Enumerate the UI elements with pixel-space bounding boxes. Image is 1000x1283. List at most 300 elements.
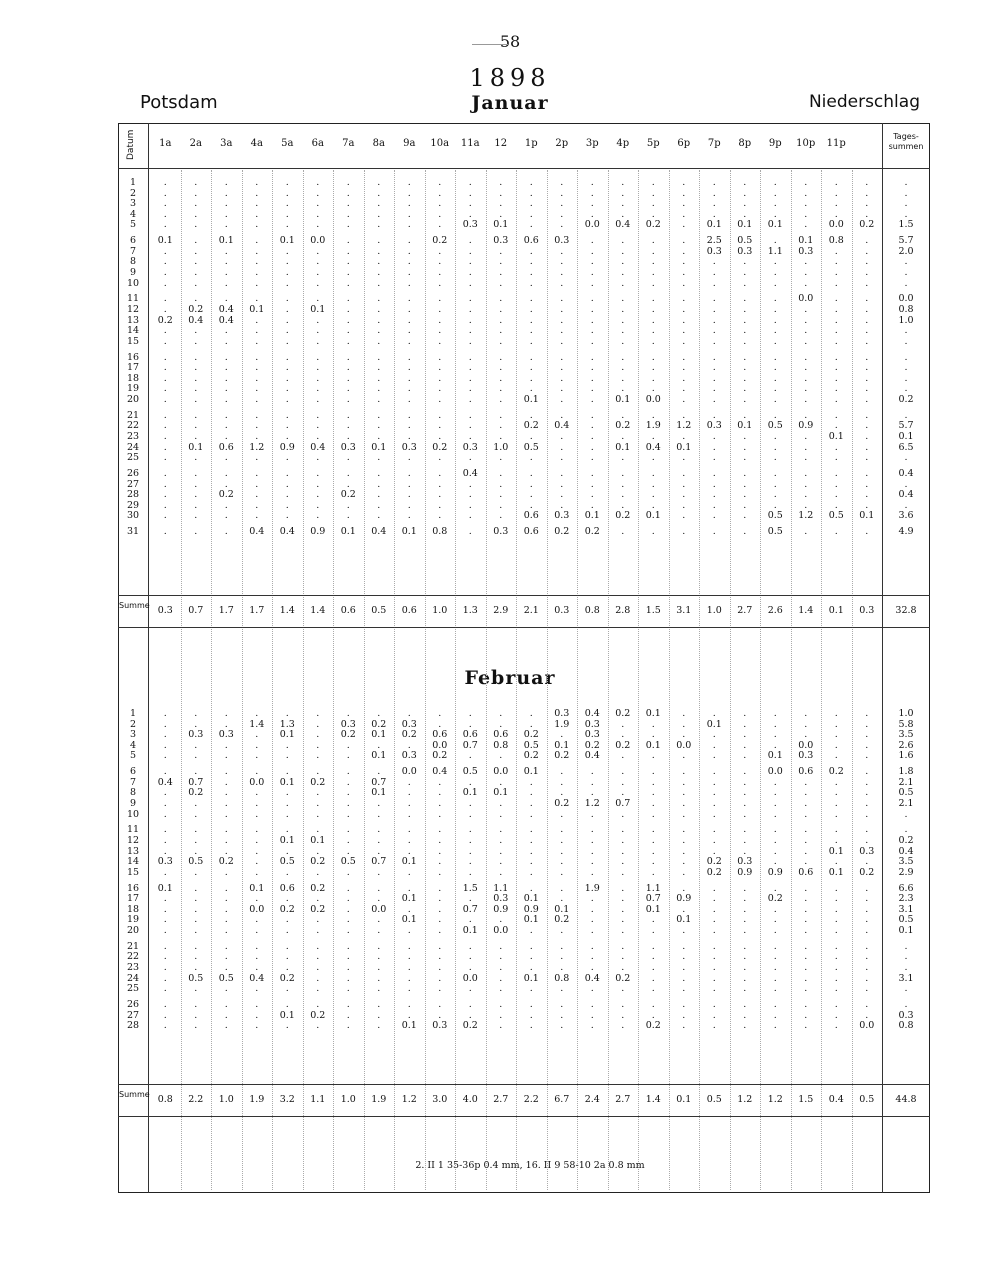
empty-cell-dot: .: [224, 925, 228, 936]
value-cell: 0.2: [188, 304, 204, 315]
empty-cell-dot: .: [285, 277, 289, 289]
empty-cell-dot: .: [804, 314, 808, 326]
value-cell: 0.4: [157, 776, 173, 788]
empty-cell-dot: .: [712, 766, 716, 778]
empty-cell-dot: .: [163, 351, 167, 363]
empty-cell-dot: .: [590, 999, 594, 1010]
empty-cell-dot: .: [773, 372, 777, 384]
empty-cell-dot: .: [621, 835, 625, 846]
empty-cell-dot: .: [316, 708, 320, 719]
empty-cell-dot: .: [468, 198, 472, 210]
empty-cell-dot: .: [682, 198, 686, 210]
empty-cell-dot: .: [407, 925, 411, 936]
empty-cell-dot: .: [682, 824, 686, 836]
empty-cell-dot: .: [468, 420, 472, 432]
empty-cell-dot: .: [255, 951, 259, 963]
empty-cell-dot: .: [865, 526, 869, 538]
empty-cell-dot: .: [377, 951, 381, 963]
empty-cell-dot: .: [560, 256, 564, 268]
empty-cell-dot: .: [316, 277, 320, 289]
day-number: 17: [126, 362, 140, 374]
empty-cell-dot: .: [865, 362, 869, 374]
empty-cell-dot: .: [651, 824, 655, 836]
empty-cell-dot: .: [194, 452, 198, 464]
empty-cell-dot: .: [499, 856, 503, 868]
empty-cell-dot: .: [499, 383, 503, 395]
empty-cell-dot: .: [560, 394, 564, 405]
value-cell: 0.1: [310, 835, 326, 846]
empty-cell-dot: .: [529, 489, 533, 501]
empty-cell-dot: .: [712, 256, 716, 268]
empty-cell-dot: .: [743, 362, 747, 374]
empty-cell-dot: .: [712, 798, 716, 809]
day-number: 11: [126, 824, 140, 836]
value-cell: 0.3: [554, 708, 570, 719]
empty-cell-dot: .: [773, 787, 777, 799]
empty-cell-dot: .: [438, 219, 442, 231]
empty-cell-dot: .: [163, 510, 167, 522]
value-cell: 0.2: [279, 903, 295, 915]
empty-cell-dot: .: [651, 335, 655, 347]
empty-cell-dot: .: [560, 468, 564, 479]
empty-cell-dot: .: [743, 983, 747, 995]
empty-cell-dot: .: [682, 951, 686, 963]
column-sum: 6.7: [554, 1094, 570, 1105]
empty-cell-dot: .: [316, 499, 320, 511]
empty-cell-dot: .: [560, 925, 564, 936]
value-cell: 0.1: [157, 882, 173, 894]
empty-cell-dot: .: [682, 256, 686, 268]
empty-cell-dot: .: [224, 219, 228, 231]
column-sum: 1.4: [310, 605, 326, 616]
empty-cell-dot: .: [194, 882, 198, 894]
day-number: 19: [126, 914, 140, 926]
empty-cell-dot: .: [468, 489, 472, 501]
day-number: 21: [126, 409, 140, 421]
empty-cell-dot: .: [255, 510, 259, 522]
empty-cell-dot: .: [346, 845, 350, 857]
empty-cell-dot: .: [773, 708, 777, 719]
empty-cell-dot: .: [712, 882, 716, 894]
empty-cell-dot: .: [438, 409, 442, 421]
value-cell: 0.3: [554, 235, 570, 247]
day-number: 8: [129, 787, 137, 799]
empty-cell-dot: .: [316, 245, 320, 257]
empty-cell-dot: .: [621, 277, 625, 289]
empty-cell-dot: .: [834, 293, 838, 305]
empty-cell-dot: .: [529, 383, 533, 395]
empty-cell-dot: .: [712, 198, 716, 210]
empty-cell-dot: .: [316, 1020, 320, 1032]
empty-cell-dot: .: [743, 208, 747, 220]
empty-cell-dot: .: [865, 335, 869, 347]
empty-cell-dot: .: [651, 866, 655, 878]
empty-cell-dot: .: [438, 325, 442, 337]
empty-cell-dot: .: [651, 750, 655, 762]
empty-cell-dot: .: [407, 962, 411, 973]
value-cell: 0.2: [584, 739, 600, 751]
empty-cell-dot: .: [834, 441, 838, 453]
empty-cell-dot: .: [804, 903, 808, 915]
empty-cell-dot: .: [407, 499, 411, 511]
value-cell: 0.1: [401, 1020, 417, 1032]
empty-cell-dot: .: [560, 478, 564, 490]
empty-cell-dot: .: [163, 219, 167, 231]
value-cell: 0.5: [188, 972, 204, 984]
empty-cell-dot: .: [743, 431, 747, 442]
empty-cell-dot: .: [346, 177, 350, 188]
empty-cell-dot: .: [194, 499, 198, 511]
empty-cell-dot: .: [651, 983, 655, 995]
empty-cell-dot: .: [346, 362, 350, 374]
empty-cell-dot: .: [682, 972, 686, 984]
value-cell: 0.5: [218, 972, 234, 984]
empty-cell-dot: .: [651, 245, 655, 257]
day-number: 16: [126, 351, 140, 363]
empty-cell-dot: .: [682, 177, 686, 188]
column-sum: 2.2: [188, 1094, 204, 1105]
value-cell: 0.1: [523, 972, 539, 984]
empty-cell-dot: .: [743, 845, 747, 857]
empty-cell-dot: .: [834, 499, 838, 511]
empty-cell-dot: .: [834, 277, 838, 289]
value-cell: 0.4: [218, 314, 234, 326]
empty-cell-dot: .: [255, 235, 259, 247]
empty-cell-dot: .: [560, 893, 564, 905]
empty-cell-dot: .: [468, 914, 472, 926]
empty-cell-dot: .: [377, 267, 381, 278]
day-total: 1.5: [898, 219, 914, 231]
empty-cell-dot: .: [255, 420, 259, 432]
empty-cell-dot: .: [377, 914, 381, 926]
empty-cell-dot: .: [621, 208, 625, 220]
empty-cell-dot: .: [377, 325, 381, 337]
empty-cell-dot: .: [194, 177, 198, 188]
empty-cell-dot: .: [163, 1020, 167, 1032]
empty-cell-dot: .: [590, 198, 594, 210]
empty-cell-dot: .: [560, 245, 564, 257]
value-cell: 0.8: [432, 526, 448, 538]
value-cell: 0.3: [584, 729, 600, 741]
empty-cell-dot: .: [438, 903, 442, 915]
value-cell: 0.3: [737, 856, 753, 868]
empty-cell-dot: .: [346, 245, 350, 257]
value-cell: 1.1: [493, 882, 509, 894]
empty-cell-dot: .: [499, 489, 503, 501]
empty-cell-dot: .: [438, 394, 442, 405]
empty-cell-dot: .: [285, 940, 289, 952]
day-total: 5.7: [898, 235, 914, 247]
year-heading: 1898: [469, 64, 551, 92]
empty-cell-dot: .: [651, 972, 655, 984]
empty-cell-dot: .: [834, 824, 838, 836]
empty-cell-dot: .: [316, 951, 320, 963]
empty-cell-dot: .: [560, 187, 564, 199]
empty-cell-dot: .: [529, 999, 533, 1010]
value-cell: 0.6: [523, 235, 539, 247]
empty-cell-dot: .: [834, 729, 838, 741]
empty-cell-dot: .: [163, 325, 167, 337]
column-sum: 1.0: [706, 605, 722, 616]
empty-cell-dot: .: [682, 776, 686, 788]
column-sum: 4.0: [462, 1094, 478, 1105]
empty-cell-dot: .: [865, 766, 869, 778]
empty-cell-dot: .: [773, 882, 777, 894]
empty-cell-dot: .: [377, 739, 381, 751]
empty-cell-dot: .: [682, 835, 686, 846]
empty-cell-dot: .: [316, 372, 320, 384]
day-number: 24: [126, 441, 140, 453]
empty-cell-dot: .: [773, 325, 777, 337]
empty-cell-dot: .: [529, 962, 533, 973]
value-cell: 0.1: [645, 739, 661, 751]
empty-cell-dot: .: [255, 383, 259, 395]
empty-cell-dot: .: [834, 187, 838, 199]
empty-cell-dot: .: [316, 824, 320, 836]
empty-cell-dot: .: [834, 256, 838, 268]
value-cell: 0.3: [340, 441, 356, 453]
empty-cell-dot: .: [377, 510, 381, 522]
empty-cell-dot: .: [285, 983, 289, 995]
empty-cell-dot: .: [194, 293, 198, 305]
empty-cell-dot: .: [346, 235, 350, 247]
empty-cell-dot: .: [743, 489, 747, 501]
empty-cell-dot: .: [529, 452, 533, 464]
empty-cell-dot: .: [621, 314, 625, 326]
empty-cell-dot: .: [804, 452, 808, 464]
empty-cell-dot: .: [194, 335, 198, 347]
empty-cell-dot: .: [255, 983, 259, 995]
day-total: 0.4: [898, 845, 914, 857]
empty-cell-dot: .: [834, 787, 838, 799]
empty-cell-dot: .: [621, 468, 625, 479]
empty-cell-dot: .: [407, 951, 411, 963]
value-cell: 0.5: [828, 510, 844, 522]
empty-cell-dot: .: [743, 372, 747, 384]
column-sum: 3.2: [279, 1094, 295, 1105]
empty-cell-dot: .: [194, 277, 198, 289]
station-name: Potsdam: [140, 92, 218, 113]
empty-cell-dot: .: [621, 372, 625, 384]
empty-cell-dot: .: [316, 798, 320, 809]
empty-cell-dot: .: [682, 940, 686, 952]
empty-cell-dot: .: [834, 972, 838, 984]
empty-cell-dot: .: [590, 478, 594, 490]
empty-cell-dot: .: [590, 787, 594, 799]
empty-cell-dot: .: [407, 208, 411, 220]
empty-cell-dot: .: [194, 914, 198, 926]
empty-cell-dot: .: [468, 750, 472, 762]
empty-cell-dot: .: [651, 835, 655, 846]
empty-cell-dot: .: [163, 187, 167, 199]
empty-cell-dot: .: [438, 256, 442, 268]
empty-cell-dot: .: [834, 489, 838, 501]
empty-cell-dot: .: [316, 383, 320, 395]
value-cell: 0.0: [798, 739, 814, 751]
empty-cell-dot: .: [651, 187, 655, 199]
empty-cell-dot: .: [682, 372, 686, 384]
empty-cell-dot: .: [712, 499, 716, 511]
value-cell: 0.6: [279, 882, 295, 894]
empty-cell-dot: .: [590, 1020, 594, 1032]
column-header: 6a: [311, 138, 324, 149]
empty-cell-dot: .: [499, 824, 503, 836]
empty-cell-dot: .: [438, 776, 442, 788]
empty-cell-dot: .: [743, 256, 747, 268]
empty-cell-dot: .: [743, 962, 747, 973]
empty-cell-dot: .: [804, 718, 808, 730]
page-number: 58: [499, 32, 521, 51]
value-cell: 0.2: [523, 420, 539, 432]
day-total: 3.1: [898, 972, 914, 984]
column-sum: 1.5: [798, 1094, 814, 1105]
empty-cell-dot: .: [743, 893, 747, 905]
empty-cell-dot: .: [468, 277, 472, 289]
empty-cell-dot: .: [865, 808, 869, 820]
empty-cell-dot: .: [407, 708, 411, 719]
empty-cell-dot: .: [499, 510, 503, 522]
empty-cell-dot: .: [560, 983, 564, 995]
empty-cell-dot: .: [346, 983, 350, 995]
empty-cell-dot: .: [834, 739, 838, 751]
empty-cell-dot: .: [255, 394, 259, 405]
empty-cell-dot: .: [377, 893, 381, 905]
day-number: 27: [126, 478, 140, 490]
empty-cell-dot: .: [743, 526, 747, 538]
month-end-rule: [118, 1116, 930, 1117]
empty-cell-dot: .: [346, 776, 350, 788]
empty-cell-dot: .: [316, 468, 320, 479]
value-cell: 0.6: [462, 729, 478, 741]
empty-cell-dot: .: [712, 208, 716, 220]
empty-cell-dot: .: [529, 351, 533, 363]
empty-cell-dot: .: [773, 718, 777, 730]
empty-cell-dot: .: [377, 489, 381, 501]
day-total: 0.1: [898, 925, 914, 936]
empty-cell-dot: .: [255, 893, 259, 905]
empty-cell-dot: .: [743, 718, 747, 730]
day-total: .: [904, 256, 908, 268]
value-cell: 0.0: [584, 219, 600, 231]
empty-cell-dot: .: [194, 325, 198, 337]
empty-cell-dot: .: [865, 293, 869, 305]
empty-cell-dot: .: [163, 362, 167, 374]
empty-cell-dot: .: [163, 766, 167, 778]
empty-cell-dot: .: [377, 882, 381, 894]
empty-cell-dot: .: [316, 409, 320, 421]
empty-cell-dot: .: [468, 499, 472, 511]
empty-cell-dot: .: [712, 972, 716, 984]
empty-cell-dot: .: [773, 808, 777, 820]
value-cell: 0.1: [798, 235, 814, 247]
empty-cell-dot: .: [163, 499, 167, 511]
value-cell: 0.6: [798, 766, 814, 778]
value-cell: 0.2: [218, 489, 234, 501]
empty-cell-dot: .: [163, 208, 167, 220]
empty-cell-dot: .: [316, 893, 320, 905]
empty-cell-dot: .: [560, 351, 564, 363]
day-total: .: [904, 362, 908, 374]
value-cell: 0.0: [249, 903, 265, 915]
value-cell: 0.4: [279, 526, 295, 538]
empty-cell-dot: .: [621, 177, 625, 188]
empty-cell-dot: .: [224, 335, 228, 347]
column-header: 8p: [738, 138, 752, 149]
day-total: 0.5: [898, 914, 914, 926]
value-cell: 1.1: [645, 882, 661, 894]
empty-cell-dot: .: [712, 468, 716, 479]
value-cell: 0.2: [859, 866, 875, 878]
empty-cell-dot: .: [651, 383, 655, 395]
empty-cell-dot: .: [804, 468, 808, 479]
value-cell: 0.1: [310, 304, 326, 315]
empty-cell-dot: .: [438, 835, 442, 846]
empty-cell-dot: .: [438, 824, 442, 836]
empty-cell-dot: .: [163, 394, 167, 405]
empty-cell-dot: .: [865, 776, 869, 788]
day-total: 1.8: [898, 766, 914, 778]
empty-cell-dot: .: [682, 798, 686, 809]
empty-cell-dot: .: [285, 510, 289, 522]
day-total: .: [904, 198, 908, 210]
month-end-rule: [118, 627, 930, 628]
day-number: 23: [126, 431, 140, 442]
empty-cell-dot: .: [407, 845, 411, 857]
value-cell: 0.4: [615, 219, 631, 231]
empty-cell-dot: .: [377, 409, 381, 421]
empty-cell-dot: .: [255, 468, 259, 479]
empty-cell-dot: .: [255, 787, 259, 799]
empty-cell-dot: .: [682, 845, 686, 857]
empty-cell-dot: .: [651, 325, 655, 337]
value-cell: 0.3: [340, 718, 356, 730]
empty-cell-dot: .: [255, 1009, 259, 1021]
column-header: 11p: [826, 138, 846, 149]
empty-cell-dot: .: [560, 177, 564, 188]
value-cell: 0.2: [432, 235, 448, 247]
empty-cell-dot: .: [468, 526, 472, 538]
empty-cell-dot: .: [712, 478, 716, 490]
empty-cell-dot: .: [224, 198, 228, 210]
empty-cell-dot: .: [499, 420, 503, 432]
empty-cell-dot: .: [194, 893, 198, 905]
value-cell: 0.1: [279, 729, 295, 741]
empty-cell-dot: .: [255, 766, 259, 778]
empty-cell-dot: .: [224, 452, 228, 464]
empty-cell-dot: .: [865, 729, 869, 741]
empty-cell-dot: .: [804, 256, 808, 268]
empty-cell-dot: .: [377, 372, 381, 384]
empty-cell-dot: .: [773, 739, 777, 751]
value-cell: 0.0: [645, 394, 661, 405]
empty-cell-dot: .: [834, 893, 838, 905]
empty-cell-dot: .: [163, 983, 167, 995]
value-cell: 0.2: [645, 219, 661, 231]
empty-cell-dot: .: [621, 489, 625, 501]
empty-cell-dot: .: [560, 409, 564, 421]
day-total: 4.9: [898, 526, 914, 538]
empty-cell-dot: .: [194, 925, 198, 936]
empty-cell-dot: .: [163, 824, 167, 836]
empty-cell-dot: .: [346, 999, 350, 1010]
sum-rule: [118, 595, 930, 596]
value-cell: 0.2: [310, 903, 326, 915]
day-total: .: [904, 983, 908, 995]
empty-cell-dot: .: [621, 1009, 625, 1021]
empty-cell-dot: .: [712, 787, 716, 799]
value-cell: 0.1: [523, 893, 539, 905]
empty-cell-dot: .: [377, 245, 381, 257]
